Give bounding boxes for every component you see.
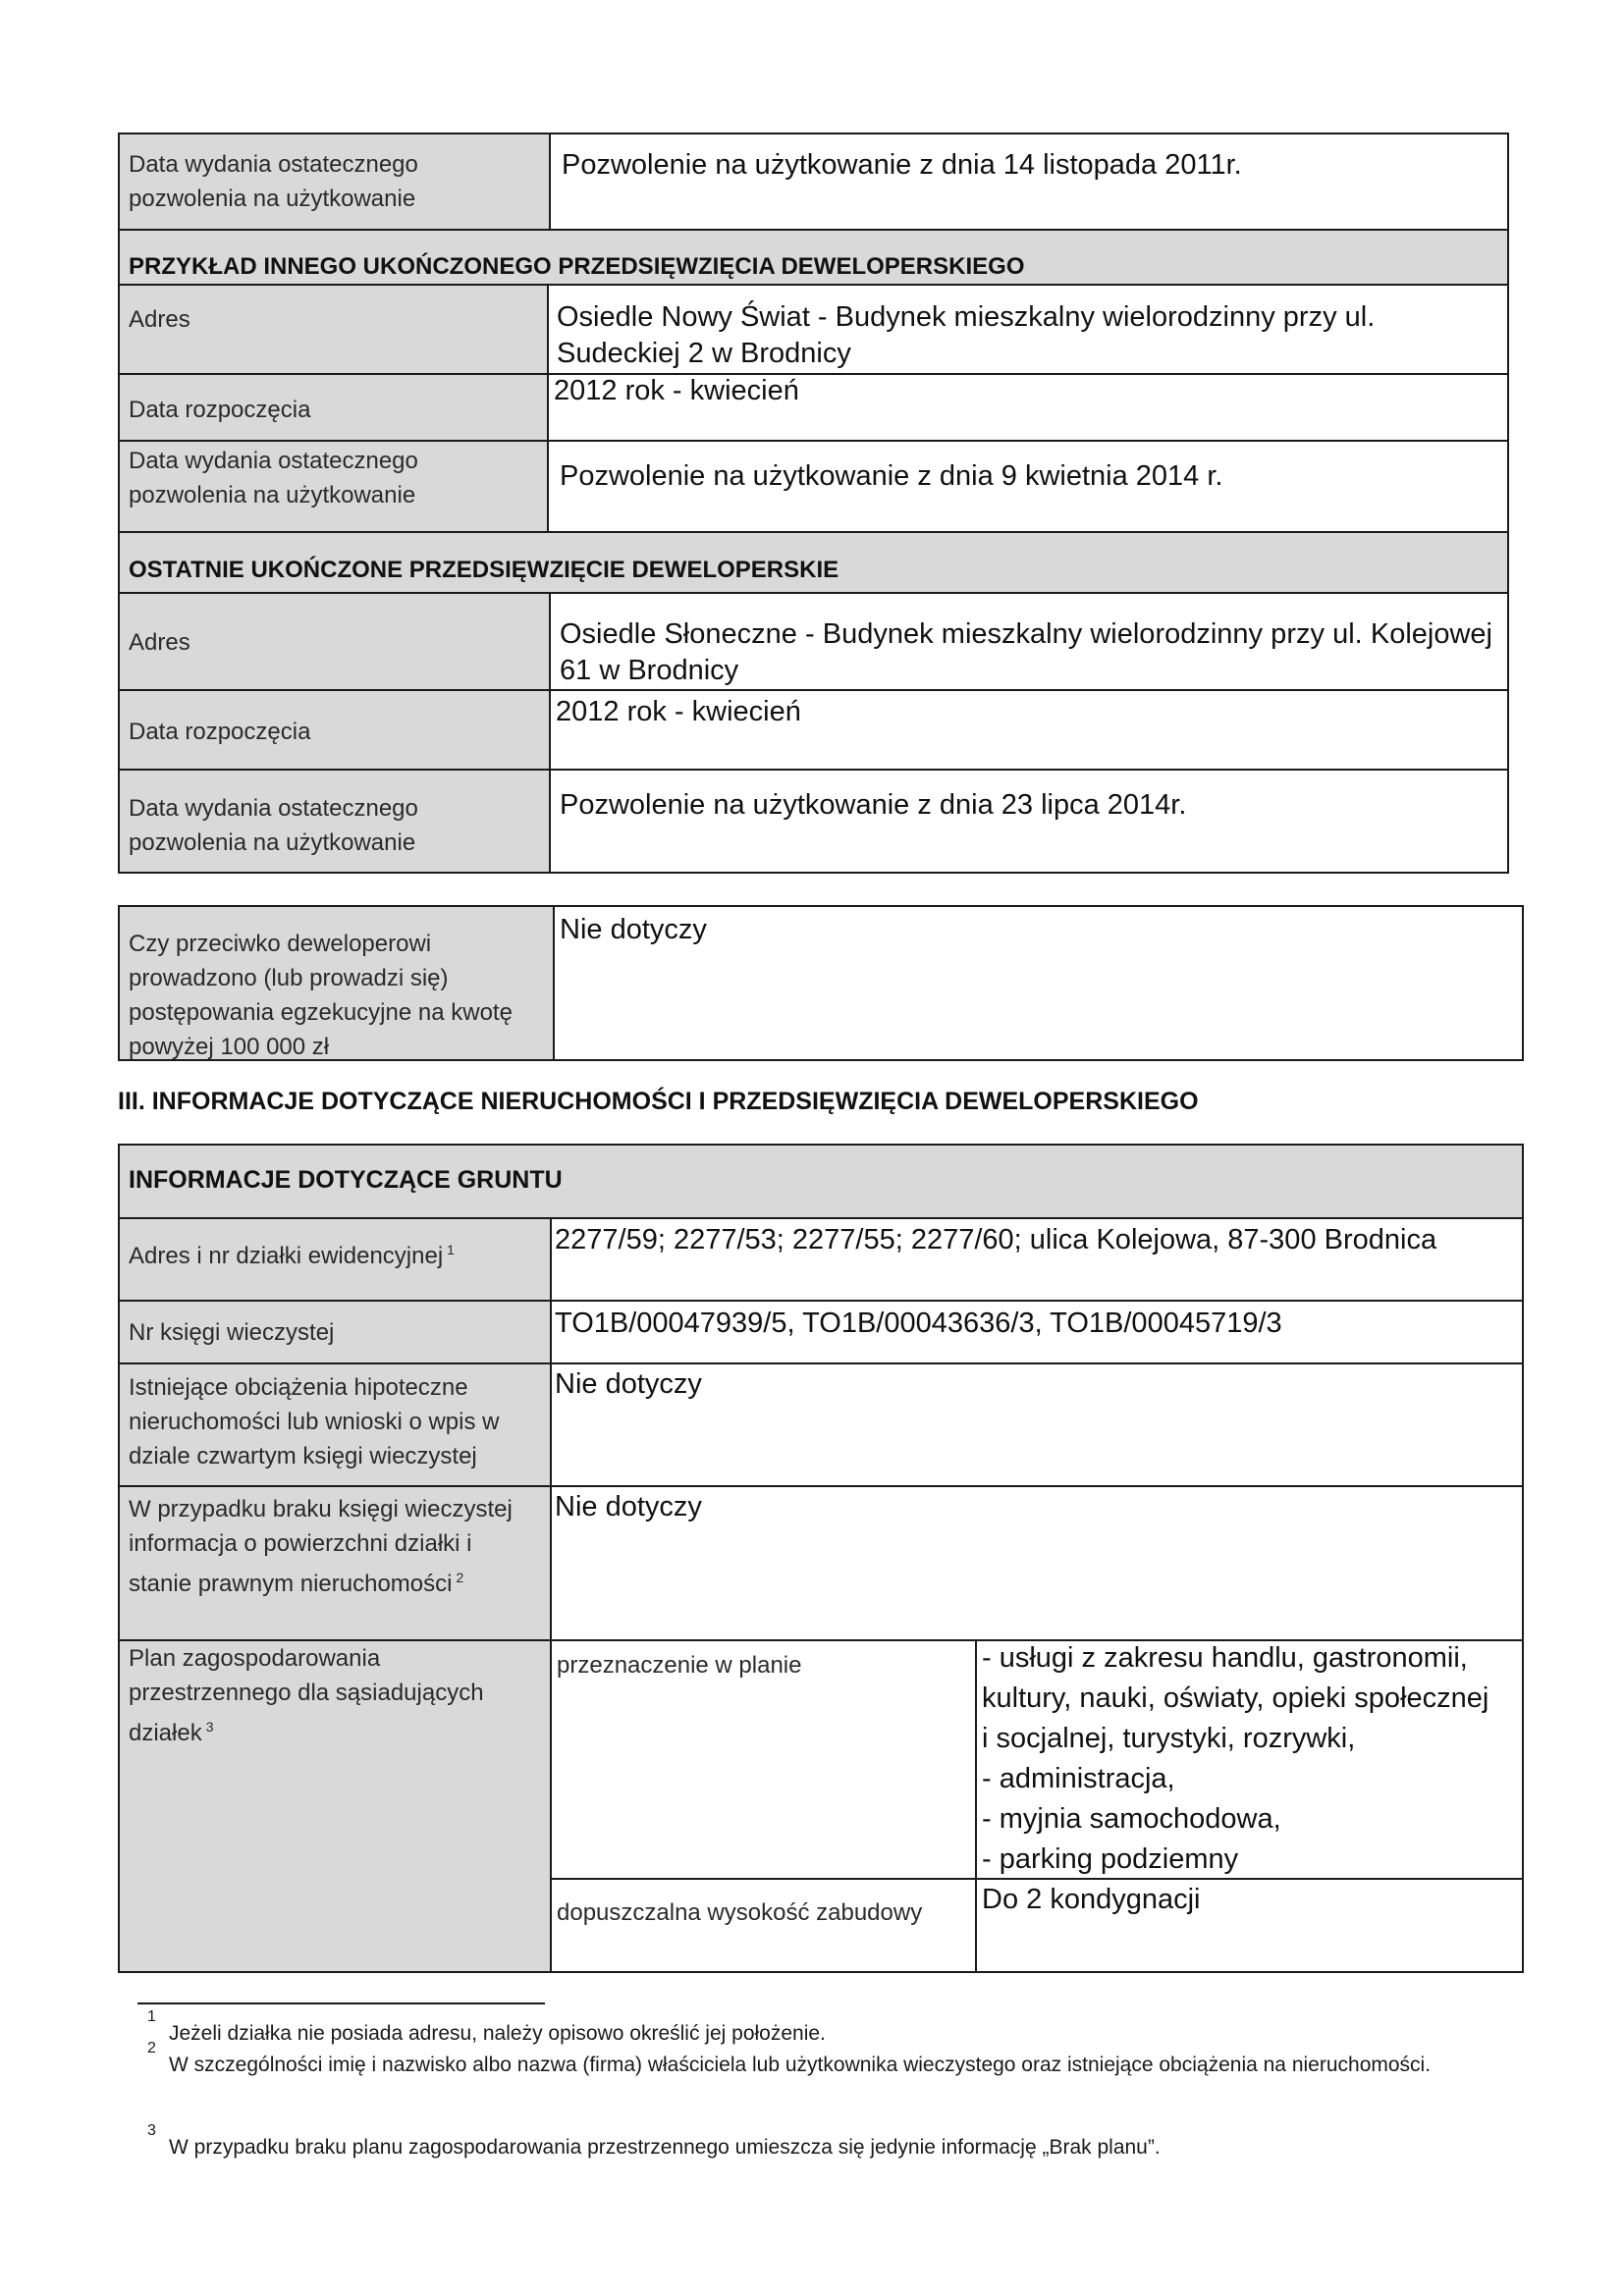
footnote-number: 3 — [147, 2122, 156, 2139]
b-start-label: Data rozpoczęcia — [129, 719, 311, 745]
no-kw-label: W przypadku braku księgi wieczystej informacja o powierzchni działki i stanie prawnym nieruchomości $^2$ — [129, 1496, 513, 1597]
kw-value: TO1B/00047939/5, TO1B/00043636/3, TO1B/00045719/3 — [555, 1308, 1282, 1339]
footnote-text: W szczególności imię i nazwisko albo nazwa (firma) właściciela lub użytkownika wieczystego oraz istniejące obciążenia na nieruchomości. — [169, 2054, 1432, 2076]
enforcement-value: Nie dotyczy — [560, 914, 707, 945]
purpose-line: - myjnia samochodowa, — [982, 1803, 1281, 1835]
purpose-line: - usługi z zakresu handlu, gastronomii, — [982, 1642, 1468, 1674]
footnote-text: W przypadku braku planu zagospodarowania przestrzennego umieszcza się jedynie informację „Brak planu”. — [169, 2136, 1161, 2159]
footnote-number: 2 — [147, 2040, 156, 2056]
height-value: Do 2 kondygnacji — [982, 1884, 1201, 1915]
enforcement-label: Czy przeciwko deweloperowi prowadzono (lub prowadzi się) postępowania egzekucyjne na kwotę powyżej 100 000 zł — [129, 931, 513, 1060]
purpose-line: - administracja, — [982, 1763, 1175, 1794]
section-3-heading: III. INFORMACJE DOTYCZĄCE NIERUCHOMOŚCI I PRZEDSIĘWZIĘCIA DEWELOPERSKIEGO — [118, 1088, 1199, 1115]
purpose-line: i socjalnej, turystyki, rozrywki, — [982, 1723, 1356, 1754]
footnote-text: Jeżeli działka nie posiada adresu, należy opisowo określić jej położenie. — [169, 2022, 826, 2045]
a-permit-label: Data wydania ostatecznego pozwolenia na użytkowanie — [129, 448, 418, 508]
mortgage-label: Istniejące obciążenia hipoteczne nieruchomości lub wnioski o wpis w dziale czwartym księgi wieczystej — [129, 1374, 500, 1469]
height-label: dopuszczalna wysokość zabudowy — [557, 1899, 923, 1926]
purpose-label: przeznaczenie w planie — [557, 1652, 802, 1679]
kw-label: Nr księgi wieczystej — [129, 1319, 335, 1346]
b-start-value: 2012 rok - kwiecień — [556, 696, 801, 727]
address-label: Adres i nr działki ewidencyjnej $^1$ — [129, 1242, 455, 1269]
section-a-heading: PRZYKŁAD INNEGO UKOŃCZONEGO PRZEDSIĘWZIĘCIA DEWELOPERSKIEGO — [129, 253, 1025, 280]
section-b-heading: OSTATNIE UKOŃCZONE PRZEDSIĘWZIĘCIE DEWELOPERSKIE — [129, 557, 839, 583]
a-start-value: 2012 rok - kwiecień — [554, 375, 799, 406]
a-permit-value: Pozwolenie na użytkowanie z dnia 9 kwietnia 2014 r. — [560, 460, 1223, 492]
purpose-line: - parking podziemny — [982, 1843, 1239, 1875]
purpose-list — [982, 1638, 1522, 1880]
b-permit-value: Pozwolenie na użytkowanie z dnia 23 lipca 2014r. — [560, 789, 1187, 821]
a-address-value: Osiedle Nowy Świat - Budynek mieszkalny wielorodzinny przy ul. Sudeckiej 2 w Brodnicy — [557, 301, 1376, 369]
row0-value: Pozwolenie na użytkowanie z dnia 14 listopada 2011r. — [562, 149, 1242, 181]
land-header: INFORMACJE DOTYCZĄCE GRUNTU — [129, 1166, 563, 1194]
mortgage-value: Nie dotyczy — [555, 1368, 702, 1400]
purpose-line: kultury, nauki, oświaty, opieki społecznej — [982, 1682, 1489, 1714]
b-address-value: Osiedle Słoneczne - Budynek mieszkalny wielorodzinny przy ul. Kolejowej 61 w Brodnicy — [560, 618, 1492, 686]
a-start-label: Data rozpoczęcia — [129, 397, 311, 423]
b-permit-label: Data wydania ostatecznego pozwolenia na użytkowanie — [129, 795, 418, 856]
address-value: 2277/59; 2277/53; 2277/55; 2277/60; ulica Kolejowa, 87-300 Brodnica — [555, 1224, 1437, 1255]
a-address-label: Adres — [129, 306, 190, 333]
row0-label: Data wydania ostatecznego pozwolenia na użytkowanie — [129, 151, 418, 212]
b-address-label: Adres — [129, 629, 190, 656]
plan-label: Plan zagospodarowania przestrzennego dla sąsiadujących działek $^3$ — [129, 1645, 484, 1746]
no-kw-value: Nie dotyczy — [555, 1491, 702, 1522]
footnote-number: 1 — [147, 2008, 156, 2025]
footnote-separator — [137, 2002, 545, 2004]
